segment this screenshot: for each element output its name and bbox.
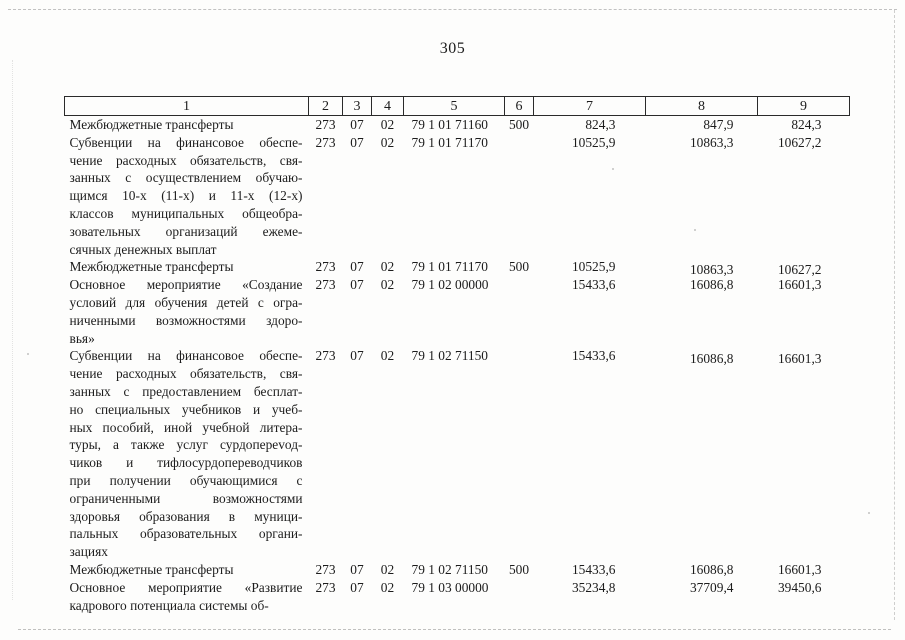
amount-year-1-value: 15433,6 (571, 561, 616, 577)
description-line: Субвенции на финансовое обеспе- (69, 134, 303, 150)
description-line: при получении обучающимися с (69, 472, 303, 488)
target-article-code (404, 276, 505, 347)
amount-year-3-value: 824,3 (791, 117, 822, 132)
description-line: занных с предоставлением бесплат- (69, 383, 303, 399)
section-code (343, 116, 372, 134)
scan-speck (868, 512, 870, 514)
row-description (65, 579, 309, 615)
ministry-code-value: 273 (315, 277, 336, 293)
amount-year-2-value: 37709,4 (689, 579, 734, 595)
expense-type-code-value: 500 (508, 117, 530, 132)
description-line: чение расходных обязательств, свя- (69, 152, 303, 168)
section-code (343, 134, 372, 259)
amount-year-1-value: 35234,8 (571, 579, 616, 595)
amount-year-1 (534, 258, 646, 276)
description-line: занных с осуществлением обучаю- (69, 170, 303, 186)
amount-year-3-value: 10627,2 (777, 134, 822, 150)
amount-year-2 (646, 347, 758, 561)
description-line: кадрового потенциала системы об- (69, 597, 269, 613)
description-line: чение расходных обязательств, свя- (69, 366, 303, 382)
row-description (65, 116, 309, 134)
table-row (65, 561, 850, 579)
description-line: туры, а также услуг сурдопереvод- (69, 437, 303, 453)
target-article-code (404, 579, 505, 615)
description-line: Основное мероприятие «Создание (69, 277, 303, 293)
target-article-code-value: 79 1 02 00000 (411, 277, 489, 293)
target-article-code-value: 79 1 01 71170 (411, 259, 488, 275)
target-article-code-value: 79 1 03 00000 (411, 579, 489, 595)
section-code-value: 07 (350, 348, 364, 364)
amount-year-3 (758, 116, 850, 134)
budget-table (64, 96, 850, 614)
amount-year-1-value: 15433,6 (571, 348, 616, 364)
section-code (343, 276, 372, 347)
subsection-code-value: 02 (380, 259, 395, 275)
expense-type-code (505, 347, 534, 561)
amount-year-1 (534, 561, 646, 579)
scan-border-right (894, 10, 895, 620)
amount-year-3 (758, 134, 850, 259)
amount-year-1 (534, 116, 646, 134)
ministry-code (309, 561, 343, 579)
scan-border-bottom (18, 629, 891, 630)
amount-year-1 (534, 579, 646, 615)
description-line: Основное мероприятие «Развитие (69, 579, 303, 595)
ministry-code (309, 347, 343, 561)
section-code-value: 07 (350, 117, 364, 132)
section-code (343, 347, 372, 561)
row-description (65, 561, 309, 579)
ministry-code (309, 579, 343, 615)
amount-year-2-value: 16086,8 (689, 351, 734, 367)
amount-year-1-value: 15433,6 (571, 277, 616, 293)
header-col-3: 3 (343, 97, 372, 116)
expense-type-code (505, 116, 534, 134)
amount-year-2 (646, 116, 758, 134)
target-article-code (404, 347, 505, 561)
description-line: сячных денежных выплат (69, 241, 217, 257)
subsection-code (372, 347, 404, 561)
amount-year-1 (534, 134, 646, 259)
header-col-2: 2 (309, 97, 343, 116)
target-article-code (404, 561, 505, 579)
table-row (65, 258, 850, 276)
amount-year-1 (534, 347, 646, 561)
description-line: классов муниципальных общеобра- (69, 205, 303, 221)
ministry-code-value: 273 (315, 561, 336, 577)
page-number: 305 (439, 40, 466, 57)
subsection-code (372, 116, 404, 134)
description-line: вья» (69, 330, 95, 346)
target-article-code (404, 116, 505, 134)
target-article-code (404, 134, 505, 259)
header-col-4: 4 (372, 97, 404, 116)
ministry-code (309, 276, 343, 347)
section-code-value: 07 (350, 259, 364, 275)
subsection-code-value: 02 (380, 117, 395, 132)
amount-year-3-value: 10627,2 (777, 262, 822, 278)
ministry-code (309, 134, 343, 259)
ministry-code-value: 273 (315, 259, 336, 275)
ministry-code (309, 116, 343, 134)
scan-border-left (12, 60, 13, 600)
amount-year-3-value: 16601,3 (777, 277, 822, 293)
header-col-1: 1 (65, 97, 309, 116)
amount-year-1 (534, 276, 646, 347)
amount-year-3-value: 16601,3 (777, 351, 822, 367)
section-code-value: 07 (350, 134, 364, 150)
description-line: условий для обучения детей с огра- (69, 294, 303, 310)
target-article-code-value: 79 1 02 71150 (411, 561, 488, 577)
subsection-code-value: 02 (380, 277, 395, 293)
amount-year-2-value: 10863,3 (689, 134, 734, 150)
row-description (65, 276, 309, 347)
amount-year-3 (758, 579, 850, 615)
scan-speck (27, 353, 29, 355)
expense-type-code (505, 276, 534, 347)
expense-type-code (505, 561, 534, 579)
amount-year-2-value: 847,9 (703, 117, 734, 132)
description-line: ниченными возможностями здоро- (69, 312, 303, 328)
description-line: щимся 10-х (11-х) и 11-х (12-х) (69, 188, 303, 204)
amount-year-2 (646, 276, 758, 347)
row-description (65, 134, 309, 259)
expense-type-code-value: 500 (508, 259, 530, 275)
table-row (65, 347, 850, 561)
section-code-value: 07 (350, 579, 364, 595)
description-line: чиков и тифлосурдопереводчиков (69, 455, 303, 471)
amount-year-2 (646, 258, 758, 276)
subsection-code (372, 276, 404, 347)
scan-border-top (8, 9, 897, 10)
table-row (65, 134, 850, 259)
table-body (65, 116, 850, 615)
scan-speck (694, 229, 696, 231)
section-code-value: 07 (350, 277, 364, 293)
amount-year-1-value: 10525,9 (571, 259, 616, 275)
amount-year-2 (646, 579, 758, 615)
section-code-value: 07 (350, 561, 364, 577)
description-line: пальных образовательных органи- (69, 526, 303, 542)
description-line: зовательных организаций ежеме- (69, 223, 303, 239)
ministry-code-value: 273 (315, 348, 336, 364)
description-line: ных пособий, иной учебной литера- (69, 419, 303, 435)
amount-year-3-value: 39450,6 (777, 579, 822, 595)
target-article-code-value: 79 1 02 71150 (411, 348, 488, 364)
amount-year-1-value: 10525,9 (571, 134, 616, 150)
expense-type-code (505, 258, 534, 276)
description-line: зациях (69, 544, 108, 560)
section-code (343, 561, 372, 579)
target-article-code-value: 79 1 01 71160 (411, 117, 488, 132)
description-line: Субвенции на финансовое обеспе- (69, 348, 303, 364)
expense-type-code (505, 134, 534, 259)
amount-year-3 (758, 276, 850, 347)
subsection-code (372, 134, 404, 259)
amount-year-2-value: 16086,8 (689, 561, 734, 577)
ministry-code (309, 258, 343, 276)
subsection-code-value: 02 (380, 561, 395, 577)
subsection-code (372, 258, 404, 276)
table-row (65, 116, 850, 134)
expense-type-code (505, 579, 534, 615)
section-code (343, 258, 372, 276)
section-code (343, 579, 372, 615)
amount-year-1-value: 824,3 (585, 117, 616, 132)
amount-year-3 (758, 347, 850, 561)
header-col-9: 9 (758, 97, 850, 116)
subsection-code-value: 02 (380, 348, 395, 364)
amount-year-3-value: 16601,3 (777, 561, 822, 577)
subsection-code (372, 579, 404, 615)
description-line: здоровья образования в муници- (69, 508, 303, 524)
row-description (65, 258, 309, 276)
header-col-7: 7 (534, 97, 646, 116)
table-row (65, 276, 850, 347)
ministry-code-value: 273 (315, 134, 336, 150)
description-line: но специальных учебников и учеб- (69, 401, 303, 417)
amount-year-2 (646, 134, 758, 259)
scan-speck (612, 168, 614, 170)
description-line: Межбюджетные трансферты (69, 561, 234, 577)
subsection-code-value: 02 (380, 579, 395, 595)
header-col-5: 5 (404, 97, 505, 116)
amount-year-3 (758, 561, 850, 579)
header-col-8: 8 (646, 97, 758, 116)
subsection-code (372, 561, 404, 579)
amount-year-3 (758, 258, 850, 276)
ministry-code-value: 273 (315, 117, 336, 132)
table-row (65, 579, 850, 615)
target-article-code-value: 79 1 01 71170 (411, 134, 488, 150)
amount-year-2 (646, 561, 758, 579)
row-description (65, 347, 309, 561)
header-col-6: 6 (505, 97, 534, 116)
table-header-row (65, 97, 850, 116)
subsection-code-value: 02 (380, 134, 395, 150)
ministry-code-value: 273 (315, 579, 336, 595)
amount-year-2-value: 10863,3 (689, 262, 734, 278)
description-line: ограниченными возможностями (69, 490, 303, 506)
description-line: Межбюджетные трансферты (69, 117, 234, 132)
description-line: Межбюджетные трансферты (69, 259, 234, 275)
target-article-code (404, 258, 505, 276)
expense-type-code-value: 500 (508, 561, 530, 577)
amount-year-2-value: 16086,8 (689, 277, 734, 293)
